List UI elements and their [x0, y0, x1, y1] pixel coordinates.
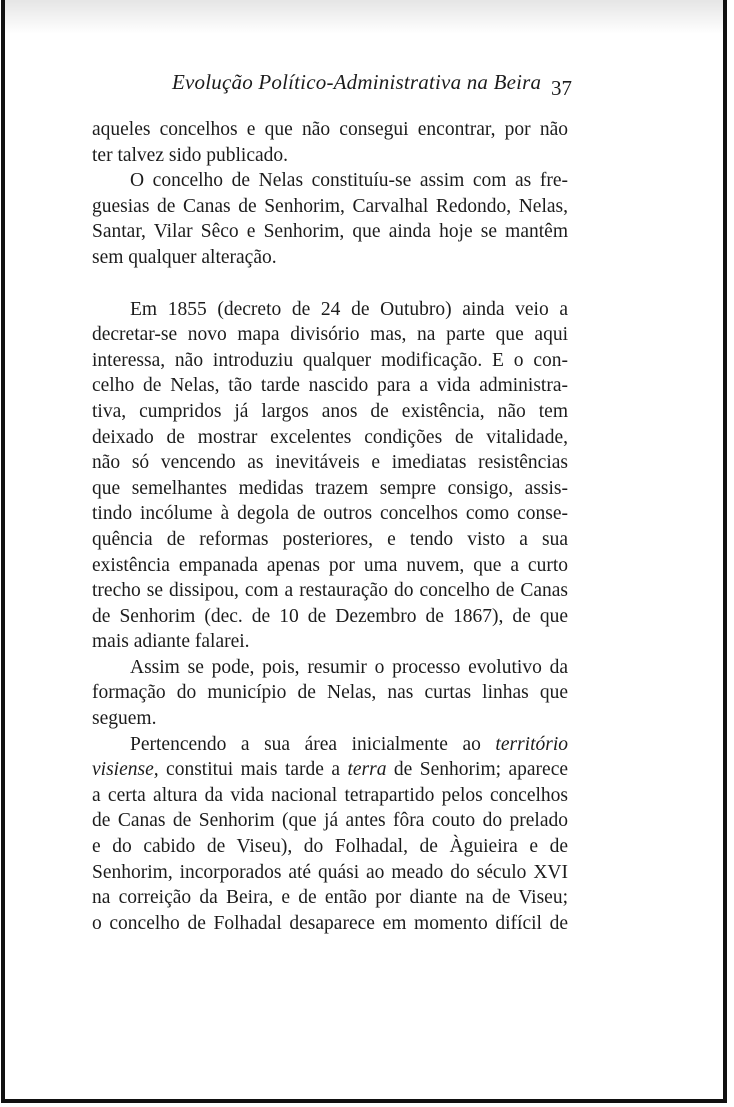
italic-term: terra [347, 759, 387, 781]
text-line: aqueles concelhos e que não consegui encontrar, por não [92, 119, 568, 140]
text-line: quência de reformas posteriores, e tendo visto a sua [92, 528, 568, 550]
text-line: a certa altura da vida nacional tetrapartido pelos concelhos [92, 784, 568, 806]
text-line [92, 732, 568, 758]
page-header [96, 70, 576, 104]
text-span: de Senhorim; aparece [386, 759, 569, 781]
text-line: o concelho de Folhadal desaparece em momento difícil de [92, 912, 568, 934]
text-line: na correição da Beira, e de então por diante na de Viseu; [92, 887, 568, 909]
text-line: de Canas de Senhorim (que já antes fôra couto do prelado [92, 810, 568, 832]
text-span: Pertencendo a sua área inicialmente ao [130, 733, 496, 755]
text-line: e do cabido de Viseu), do Folhadal, de Àguieira e de [92, 836, 568, 858]
text-line: guesias de Canas de Senhorim, Carvalhal Redondo, Nelas, [92, 195, 568, 217]
page-number: 37 [551, 76, 572, 100]
running-title: Evolução Político-Administrativa na Beira [172, 70, 542, 94]
text-line: deixado de mostrar excelentes condições de vitalidade, [92, 426, 568, 448]
italic-term: visiense, [92, 759, 159, 781]
text-line: Senhorim, incorporados até quási ao meado do século XVI [92, 861, 568, 883]
text-line: seguem. [92, 708, 157, 730]
text-line: não só vencendo as inevitáveis e imediatas resistências [92, 452, 568, 474]
scan-shadow [5, 0, 723, 34]
body-text [92, 117, 568, 936]
text-line: celho de Nelas, tão tarde nascido para a vida administra- [92, 375, 568, 397]
text-line: decretar-se novo mapa divisório mas, na parte que aqui [92, 324, 568, 346]
text-line: de Senhorim (dec. de 10 de Dezembro de 1867), de que [92, 605, 568, 627]
text-line: tindo incólume à degola de outros concelhos como conse- [92, 503, 568, 525]
text-line: sem qualquer alteração. [92, 246, 277, 268]
italic-term: território [495, 733, 568, 755]
text-line: Em 1855 (decreto de 24 de Outubro) ainda veio a [130, 298, 568, 320]
text-line: ter talvez sido publicado. [92, 144, 289, 166]
text-line: mais adiante falarei. [92, 631, 250, 653]
text-line: trecho se dissipou, com a restauração do concelho de Canas [92, 580, 568, 602]
text-line: tiva, cumpridos já largos anos de existência, não tem [92, 400, 568, 422]
text-line [92, 757, 568, 783]
text-span: constitui mais tarde a [158, 759, 348, 781]
text-line: formação do município de Nelas, nas curtas linhas que [92, 682, 568, 704]
text-line: O concelho de Nelas constituíu-se assim com as fre- [130, 170, 568, 192]
text-line: existência empanada apenas por uma nuvem, que a curto [92, 554, 568, 576]
text-line: que semelhantes medidas trazem sempre consigo, assis- [92, 477, 568, 499]
text-line: Assim se pode, pois, resumir o processo evolutivo da [130, 656, 568, 678]
text-line: Santar, Vilar Sêco e Senhorim, que ainda hoje se mantêm [92, 221, 568, 243]
text-line: interessa, não introduziu qualquer modificação. E o con- [92, 349, 568, 371]
